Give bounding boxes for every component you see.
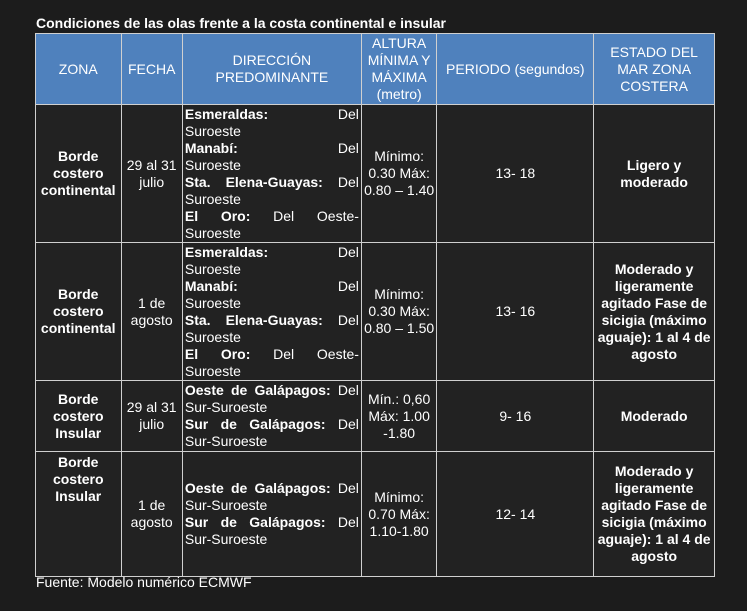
cell-zona: Borde costero continental (36, 243, 122, 381)
direction-value: Del (337, 105, 359, 122)
direction-value: Del (337, 382, 359, 398)
cell-estado: Ligero y moderado (594, 105, 715, 243)
direction-entry (185, 174, 359, 208)
cell-zona: Borde costero Insular (36, 452, 122, 577)
direction-value: Del Oeste- (273, 207, 359, 224)
header-altura: ALTURA MÍNIMA Y MÁXIMA (metro) (361, 34, 436, 105)
direction-entry (185, 244, 359, 278)
direction-value: Del (337, 311, 359, 328)
direction-entry (185, 140, 359, 174)
direction-zone-name: Oeste de Galápagos: (184, 382, 331, 398)
direction-value: Del (337, 243, 359, 260)
direction-entry (185, 514, 359, 548)
direction-zone-name: Manabí: (184, 277, 238, 294)
direction-value-cont: Suroeste (184, 328, 241, 345)
cell-zona: Borde costero Insular (36, 381, 122, 452)
direction-value-cont: Suroeste (184, 122, 241, 139)
header-direccion: DIRECCIÓN PREDOMINANTE (182, 34, 361, 105)
direction-value: Del (337, 173, 359, 190)
source-note: Fuente: Modelo numérico ECMWF (36, 574, 252, 590)
wave-conditions-table (35, 33, 715, 577)
cell-direccion (182, 105, 361, 243)
direction-value: Del (337, 480, 359, 496)
direction-zone-name: Sta. Elena-Guayas: (184, 311, 323, 328)
direction-value: Del (337, 277, 359, 294)
cell-zona: Borde costero continental (36, 105, 122, 243)
cell-direccion (182, 243, 361, 381)
direction-value: Del (337, 514, 359, 530)
cell-altura: Mínimo: 0.30 Máx: 0.80 – 1.40 (361, 105, 436, 243)
direction-entry (185, 416, 359, 450)
cell-direccion (182, 452, 361, 577)
direction-value-cont: Suroeste (184, 224, 241, 241)
direction-entry (185, 382, 359, 416)
direction-zone-name: Oeste de Galápagos: (184, 480, 331, 496)
cell-estado: Moderado (594, 381, 715, 452)
cell-altura: Mín.: 0,60 Máx: 1.00 -1.80 (361, 381, 436, 452)
cell-fecha: 1 de agosto (121, 243, 182, 381)
direction-value-cont: Sur-Suroeste (184, 497, 268, 513)
header-zona: ZONA (36, 34, 122, 105)
direction-value-cont: Suroeste (184, 190, 241, 207)
direction-value: Del (337, 416, 359, 432)
cell-periodo: 13- 18 (437, 105, 594, 243)
direction-zone-name: Sur de Galápagos: (184, 514, 326, 530)
cell-altura: Mínimo: 0.30 Máx: 0.80 – 1.50 (361, 243, 436, 381)
direction-value-cont: Suroeste (184, 294, 241, 311)
table-row (36, 105, 715, 243)
direction-value-cont: Suroeste (184, 362, 241, 379)
cell-estado: Moderado y ligeramente agitado Fase de sicigia (máximo aguaje): 1 al 4 de agosto (594, 452, 715, 577)
cell-altura: Mínimo: 0.70 Máx: 1.10-1.80 (361, 452, 436, 577)
direction-zone-name: El Oro: (184, 207, 251, 224)
cell-fecha: 29 al 31 julio (121, 105, 182, 243)
direction-entry (185, 208, 359, 242)
cell-fecha: 1 de agosto (121, 452, 182, 577)
table-row (36, 452, 715, 577)
direction-entry (185, 480, 359, 514)
direction-zone-name: El Oro: (184, 345, 251, 362)
table-row (36, 243, 715, 381)
table-title: Condiciones de las olas frente a la costa continental e insular (36, 15, 447, 31)
direction-value-cont: Sur-Suroeste (184, 399, 268, 415)
header-periodo: PERIODO (segundos) (437, 34, 594, 105)
cell-estado: Moderado y ligeramente agitado Fase de sicigia (máximo aguaje): 1 al 4 de agosto (594, 243, 715, 381)
direction-value-cont: Sur-Suroeste (184, 531, 268, 547)
header-fecha: FECHA (121, 34, 182, 105)
direction-value-cont: Suroeste (184, 156, 241, 173)
direction-value: Del (337, 139, 359, 156)
direction-value-cont: Suroeste (184, 260, 241, 277)
direction-entry (185, 312, 359, 346)
cell-periodo: 13- 16 (437, 243, 594, 381)
cell-periodo: 12- 14 (437, 452, 594, 577)
direction-zone-name: Esmeraldas: (184, 105, 269, 122)
direction-zone-name: Esmeraldas: (184, 243, 269, 260)
direction-zone-name: Manabí: (184, 139, 238, 156)
direction-entry (185, 278, 359, 312)
direction-zone-name: Sta. Elena-Guayas: (184, 173, 323, 190)
direction-entry (185, 106, 359, 140)
header-row (36, 34, 715, 105)
cell-direccion (182, 381, 361, 452)
header-estado: ESTADO DEL MAR ZONA COSTERA (594, 34, 715, 105)
direction-value: Del Oeste- (273, 345, 359, 362)
direction-value-cont: Sur-Suroeste (184, 433, 268, 449)
cell-periodo: 9- 16 (437, 381, 594, 452)
direction-entry (185, 346, 359, 380)
direction-zone-name: Sur de Galápagos: (184, 416, 326, 432)
table-row (36, 381, 715, 452)
cell-fecha: 29 al 31 julio (121, 381, 182, 452)
